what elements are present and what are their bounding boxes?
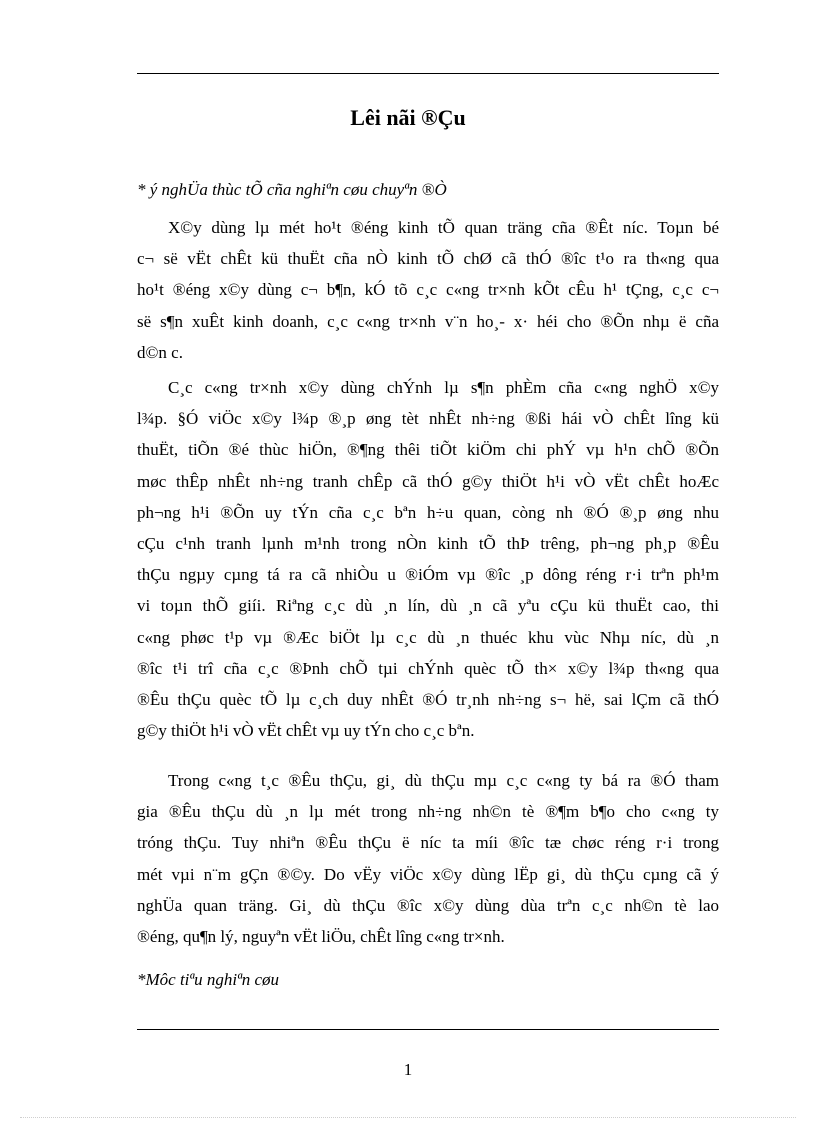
paragraph-line: Trong c«ng t¸c ®Êu thÇu, gi¸ dù thÇu mµ c¸c c«ng ty bá ra ®Ó tham: [168, 771, 719, 790]
paragraph-line: tróng thÇu. Tuy nhiªn ®Êu thÇu ë níc ta míi ®îc tæ chøc réng r·i trong: [137, 833, 719, 853]
paragraph-line: ®éng, qu¶n lý, nguyªn vËt liÖu, chÊt lîng c«ng tr×nh.: [137, 926, 505, 946]
page-edge-divider: [20, 1117, 796, 1118]
paragraph-line: l¾p. §Ó viÖc x©y l¾p ®¸p øng tèt nhÊt nh÷ng ®ßi hái vÒ chÊt lîng kü: [137, 409, 719, 429]
paragraph-line: C¸c c«ng tr×nh x©y dùng chÝnh lµ s¶n phÈm cña c«ng nghÖ x©y: [168, 378, 719, 397]
paragraph-line: ph¬ng h¹i ®Õn uy tÝn cña c¸c bªn h÷u quan, còng nh ®Ó ®¸p øng nhu: [137, 502, 719, 522]
paragraph-line: nghÜa quan träng. Gi¸ dù thÇu ®îc x©y dùng dùa trªn c¸c nh©n tè lao: [137, 895, 719, 915]
paragraph-2: [137, 372, 719, 746]
paragraph-line: vi toµn thÕ giíi. Riªng c¸c dù ¸n lín, dù ¸n cã yªu cÇu kü thuËt cao, thi: [137, 596, 719, 616]
paragraph-line: ho¹t ®éng x©y dùng c¬ b¶n, kÓ tõ c¸c c«ng tr×nh kÕt cÊu h¹ tÇng, c¸c c¬: [137, 280, 719, 300]
paragraph-line: d©n c.: [137, 342, 183, 362]
paragraph-line: thuËt, tiÕn ®é thùc hiÖn, ®¶ng thêi tiÕt kiÖm chi phÝ vµ h¹n chÕ ®Õn: [137, 440, 719, 460]
page-title: Lêi nãi ®Çu: [350, 105, 466, 130]
paragraph-line: mét vµi n¨m gÇn ®©y. Do vËy viÖc x©y dùng lËp gi¸ dù thÇu cµng cã ý: [137, 864, 719, 884]
section-heading-objectives: *Môc tiªu nghiªn cøu: [137, 970, 280, 989]
paragraph-line: gia ®Êu thÇu dù ¸n lµ mét trong nh÷ng nh©n tè ®¶m b¶o cho c«ng ty: [137, 802, 719, 822]
paragraph-line: cÇu c¹nh tranh lµnh m¹nh trong nÒn kinh tÕ thÞ trêng, ph¬ng ph¸p ®Êu: [137, 533, 719, 553]
paragraph-line: møc thÊp nhÊt nh÷ng tranh chÊp cã thÓ g©y thiÖt h¹i vÒ vËt chÊt hoÆc: [137, 471, 719, 491]
paragraph-line: c«ng phøc t¹p vµ ®Æc biÖt lµ c¸c dù ¸n thuéc khu vùc Nhµ níc, dù ¸n: [137, 627, 719, 647]
page-number: 1: [403, 1060, 413, 1079]
paragraph-line: thÇu ngµy cµng tá ra cã nhiÒu u ®iÓm vµ ®îc ¸p dông réng r·i trªn ph¹m: [137, 565, 719, 585]
paragraph-line: ®Êu thÇu quèc tÕ lµ c¸ch duy nhÊt ®Ó tr¸nh nh÷ng s¬ hë, sai lÇm cã thÓ: [137, 689, 719, 709]
header-rule: [137, 73, 719, 74]
footer-rule: [137, 1029, 719, 1030]
paragraph-line: c¬ së vËt chÊt kü thuËt cña nÒ kinh tÕ chØ cã thÓ ®îc t¹o ra th«ng qua: [137, 249, 719, 269]
paragraph-1: [137, 212, 719, 368]
paragraph-line: ®îc t¹i trî cña c¸c ®Þnh chÕ tµi chÝnh quèc tÕ th× x©y l¾p th«ng qua: [137, 658, 719, 678]
paragraph-3: [137, 765, 719, 952]
section-heading-significance: * ý nghÜa thùc tÕ cña nghiªn cøu chuyªn ®Ò: [137, 180, 447, 199]
paragraph-line: g©y thiÖt h¹i vÒ vËt chÊt vµ uy tÝn cho c¸c bªn.: [137, 721, 475, 741]
paragraph-line: së s¶n xuÊt kinh doanh, c¸c c«ng tr×nh v¨n ho¸- x· héi cho ®Õn nhµ ë cña: [137, 311, 719, 331]
paragraph-line: X©y dùng lµ mét ho¹t ®éng kinh tÕ quan träng cña ®Êt níc. Toµn bé: [168, 218, 719, 237]
